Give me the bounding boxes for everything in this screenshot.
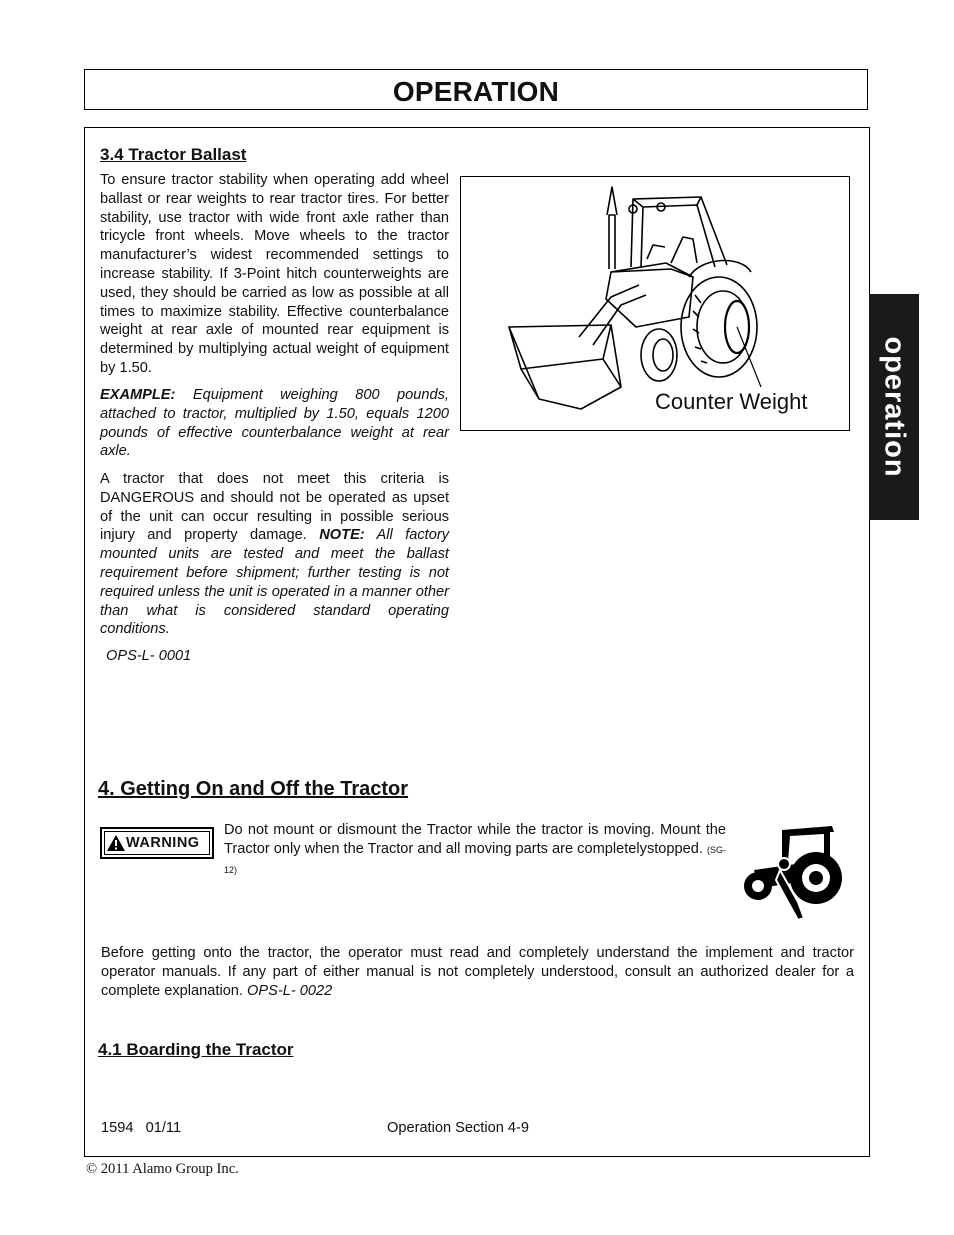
warning-label: WARNING (126, 835, 200, 851)
header-box (84, 69, 868, 110)
copyright: © 2011 Alamo Group Inc. (86, 1161, 239, 1177)
warning-message (224, 821, 726, 880)
ops-code: OPS-L- 0001 (106, 648, 192, 664)
footer-section: Operation Section 4-9 (387, 1120, 529, 1136)
danger-paragraph (100, 470, 449, 639)
manuals-code: OPS-L- 0022 (247, 982, 333, 999)
warning-code: (SG-12) (224, 845, 726, 875)
example-label: EXAMPLE: (100, 387, 176, 403)
footer-model-date: 1594 01/11 (101, 1120, 182, 1136)
counter-weight-figure (460, 176, 850, 431)
ballast-paragraph: To ensure tractor stability when operating add wheel ballast or rear weights to rear tractor tires. For better stability, use tractor with wide front axle rather than tricycle front wheels. Move wheels to the tractor manufacturer’s widest recommended settings to increase stability. If 3-Point hitch counterweights are used, they should be carried as low as possible at all times to maximize stability. Effective counterbalance weight at rear axle of mounted rear equipment is determined by multiplying actual weight of equipment by 1.50. (100, 172, 449, 376)
side-tab (869, 294, 919, 520)
page-title: OPERATION (392, 76, 560, 107)
section-heading-boarding: 4.1 Boarding the Tractor (98, 1040, 294, 1059)
manuals-paragraph (101, 944, 854, 1000)
side-tab-label: operation (878, 336, 911, 478)
tractor-runover-hazard-icon (740, 822, 848, 922)
section-heading-tractor-ballast: 3.4 Tractor Ballast (100, 145, 247, 164)
example-text: Equipment weighing 800 pounds, attached to tractor, multiplied by 1.50, equals 1200 pounds of effective counterbalance weight at rear axle. (100, 387, 449, 460)
warning-text: Do not mount or dismount the Tractor while the tractor is moving. Mount the Tractor only when the Tractor and all moving parts are completelystopped. (224, 822, 726, 857)
note-label: NOTE: (319, 527, 365, 544)
note-text: All factory mounted units are tested and meet the ballast requirement before shipment; further testing is not required unless the unit is operated in a manner other than what is considered standard operating conditions. (100, 527, 449, 638)
warning-triangle-icon (106, 833, 126, 853)
danger-text: A tractor that does not meet this criteria is DANGEROUS and should not be operated as upset of the unit can occur resulting in possible serious injury and property damage. (100, 471, 449, 544)
manuals-text: Before getting onto the tractor, the operator must read and completely understand the implement and tractor operator manuals. If any part of either manual is not completely understood, consult an authorized dealer for a complete explanation. (101, 945, 854, 999)
section-heading-getting-on-off: 4. Getting On and Off the Tractor (98, 778, 409, 800)
example-paragraph (100, 386, 449, 461)
warning-badge (100, 827, 214, 859)
figure-caption: Counter Weight (655, 389, 808, 414)
